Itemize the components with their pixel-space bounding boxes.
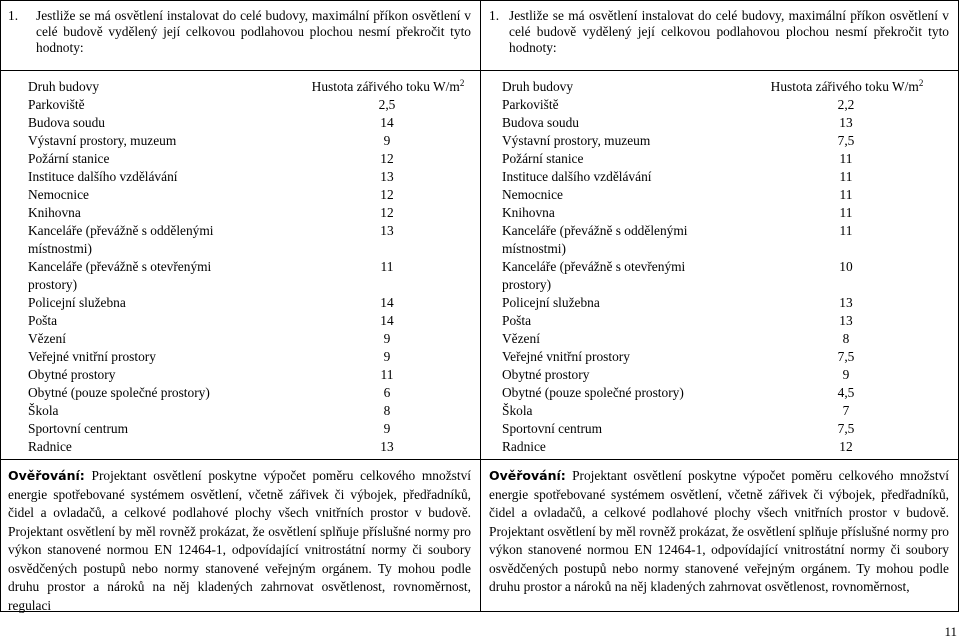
density-value-cell: 9 (383, 421, 391, 436)
left-verification-text: Projektant osvětlení poskytne výpočet poměru celkového množství energie spotřebované systémem osvětlení, včetně zářivek či výbojek, předřadníků, čidel a ovladačů, a celkové podlahové plochy všech vnitřních prostor v budově. Projektant osvětlení by měl rovněž prokázat, že osvětlení splňuje příslušné normy pro výkon stanovené normou EN 12464-1, odpovídající vnitrostátní normy či soubory osvědčených postupů nebo normy stanovené veřejným orgánem. Ty mohou podle druhu prostor a nároků na něj kladených zahrnovat osvětlenost, rovnoměrnost, regulaci (8, 468, 471, 613)
building-type-cell: Vězení (502, 331, 540, 346)
density-value-cell: 11 (839, 223, 853, 238)
right-verification-text: Projektant osvětlení poskytne výpočet poměru celkového množství energie spotřebované systémem osvětlení, včetně zářivek či výbojek, předřadníků, čidel a ovladačů, a celkové podlahové plochy všech vnitřních prostor v budově. Projektant osvětlení by měl rovněž prokázat, že osvětlení splňuje příslušné normy pro výkon stanovené normou EN 12464-1, odpovídající vnitrostátní normy či soubory osvědčených postupů nebo normy stanovené veřejným orgánem. Ty mohou podle druhu prostor a nároků na něj kladených zahrnovat osvětlenost, rovnoměrnost, (489, 468, 949, 594)
table-row (28, 312, 468, 330)
table-row (502, 312, 947, 330)
table-row (28, 168, 468, 186)
density-value-cell: 9 (842, 367, 850, 382)
density-value-cell: 13 (839, 115, 853, 130)
left-intro-number: 1. (8, 8, 19, 23)
building-type-cell: Škola (502, 403, 533, 418)
building-type-cell: Obytné prostory (502, 367, 590, 382)
table-row (28, 132, 468, 150)
left-header-density-sup: 2 (459, 78, 465, 88)
building-type-cell: Škola (28, 403, 59, 418)
density-value-cell: 11 (839, 205, 853, 220)
table-row (502, 114, 947, 132)
building-type-cell: Pošta (28, 313, 58, 328)
right-intro-number: 1. (489, 8, 500, 23)
building-type-cell: Pošta (502, 313, 532, 328)
building-type-cell: Veřejné vnitřní prostory (28, 349, 156, 364)
building-type-cell: Nemocnice (502, 187, 563, 202)
density-value-cell: 8 (383, 403, 391, 418)
density-value-cell: 12 (839, 439, 853, 454)
density-value-cell: 11 (380, 367, 394, 382)
table-row (28, 384, 468, 402)
density-value-cell: 9 (383, 331, 391, 346)
density-value-cell: 10 (839, 259, 853, 274)
table-row (502, 222, 947, 258)
left-verification-lead: Ověřování: (8, 468, 85, 483)
right-header-density (747, 78, 947, 96)
density-value-cell: 2,2 (837, 97, 855, 112)
building-type-cell: Nemocnice (28, 187, 89, 202)
table-row (502, 96, 947, 114)
building-type-cell: Obytné (pouze společné prostory) (502, 385, 684, 400)
density-value-cell: 4,5 (837, 385, 855, 400)
right-header-building-type: Druh budovy (502, 79, 574, 94)
density-value-cell: 12 (380, 205, 394, 220)
table-row (28, 96, 468, 114)
building-type-cell: Budova soudu (502, 115, 579, 130)
table-row (28, 294, 468, 312)
table-row (502, 150, 947, 168)
table-row (502, 294, 947, 312)
density-value-cell: 12 (380, 187, 394, 202)
building-type-cell: Radnice (502, 439, 546, 454)
header-row-divider (0, 70, 959, 71)
density-value-cell: 2,5 (378, 97, 396, 112)
building-type-cell: Obytné (pouze společné prostory) (28, 385, 210, 400)
table-row (28, 150, 468, 168)
left-power-density-table (28, 78, 468, 456)
density-value-cell: 14 (380, 115, 394, 130)
table-row (28, 420, 468, 438)
table-row (502, 402, 947, 420)
right-power-density-table (502, 78, 947, 456)
density-value-cell: 7,5 (837, 349, 855, 364)
building-type-cell: Policejní služebna (28, 295, 126, 310)
table-row (502, 258, 947, 294)
table-row (502, 168, 947, 186)
right-header-density-sup: 2 (918, 78, 924, 88)
right-verification-lead: Ověřování: (489, 468, 566, 483)
density-value-cell: 11 (380, 259, 394, 274)
density-value-cell: 12 (380, 151, 394, 166)
building-type-cell: Sportovní centrum (28, 421, 129, 436)
left-table-header (28, 78, 468, 96)
right-header-density-text: Hustota zářivého toku W/m (770, 79, 919, 94)
table-row (28, 438, 468, 456)
building-type-cell: Parkoviště (502, 97, 559, 112)
table-row (28, 114, 468, 132)
left-header-density (288, 78, 488, 96)
building-type-cell: Knihovna (502, 205, 555, 220)
building-type-cell: Výstavní prostory, muzeum (502, 133, 651, 148)
density-value-cell: 14 (380, 313, 394, 328)
table-row (502, 204, 947, 222)
building-type-cell: Radnice (28, 439, 72, 454)
table-row (502, 420, 947, 438)
left-verification-paragraph (8, 467, 471, 615)
density-value-cell: 11 (839, 151, 853, 166)
building-type-cell: Výstavní prostory, muzeum (28, 133, 177, 148)
table-row (502, 438, 947, 456)
density-value-cell: 9 (383, 133, 391, 148)
table-row (28, 330, 468, 348)
density-value-cell: 14 (380, 295, 394, 310)
building-type-cell: Instituce dalšího vzdělávání (502, 169, 652, 184)
table-row (502, 186, 947, 204)
building-type-cell: Kanceláře (převážně s otevřenými prostory) (28, 259, 212, 292)
table-row (502, 330, 947, 348)
density-value-cell: 13 (380, 169, 394, 184)
building-type-cell: Požární stanice (28, 151, 110, 166)
right-intro-paragraph (489, 8, 949, 56)
density-value-cell: 9 (383, 349, 391, 364)
building-type-cell: Sportovní centrum (502, 421, 603, 436)
right-verification-paragraph (489, 467, 949, 597)
building-type-cell: Kanceláře (převážně s otevřenými prostory) (502, 259, 686, 292)
density-value-cell: 13 (839, 313, 853, 328)
left-intro-text: Jestliže se má osvětlení instalovat do celé budovy, maximální příkon osvětlení v celé budově vydělený její celkovou podlahovou plochou nesmí překročit tyto hodnoty: (36, 8, 471, 55)
table-row-divider (0, 459, 959, 460)
table-row (502, 348, 947, 366)
table-row (28, 348, 468, 366)
table-row (502, 132, 947, 150)
building-type-cell: Knihovna (28, 205, 81, 220)
building-type-cell: Vězení (28, 331, 66, 346)
density-value-cell: 11 (839, 169, 853, 184)
table-row (28, 366, 468, 384)
table-row (28, 186, 468, 204)
density-value-cell: 13 (839, 295, 853, 310)
density-value-cell: 13 (380, 223, 394, 238)
building-type-cell: Budova soudu (28, 115, 105, 130)
table-row (28, 222, 468, 258)
building-type-cell: Kanceláře (převážně s oddělenými místnostmi) (502, 223, 688, 256)
table-row (502, 366, 947, 384)
building-type-cell: Policejní služebna (502, 295, 600, 310)
building-type-cell: Kanceláře (převážně s oddělenými místnostmi) (28, 223, 214, 256)
building-type-cell: Veřejné vnitřní prostory (502, 349, 630, 364)
density-value-cell: 6 (383, 385, 391, 400)
building-type-cell: Obytné prostory (28, 367, 116, 382)
left-header-density-text: Hustota zářivého toku W/m (311, 79, 460, 94)
building-type-cell: Instituce dalšího vzdělávání (28, 169, 178, 184)
density-value-cell: 8 (842, 331, 850, 346)
building-type-cell: Parkoviště (28, 97, 85, 112)
table-row (28, 204, 468, 222)
density-value-cell: 7,5 (837, 421, 855, 436)
density-value-cell: 7,5 (837, 133, 855, 148)
table-row (28, 258, 468, 294)
table-row (502, 384, 947, 402)
page-number: 11 (944, 624, 957, 639)
right-intro-text: Jestliže se má osvětlení instalovat do celé budovy, maximální příkon osvětlení v celé budově vydělený její celkovou podlahovou plochou nesmí překročit tyto hodnoty: (509, 8, 949, 55)
density-value-cell: 11 (839, 187, 853, 202)
building-type-cell: Požární stanice (502, 151, 584, 166)
left-intro-paragraph (8, 8, 471, 56)
table-row (28, 402, 468, 420)
right-table-header (502, 78, 947, 96)
density-value-cell: 13 (380, 439, 394, 454)
left-header-building-type: Druh budovy (28, 79, 100, 94)
density-value-cell: 7 (842, 403, 850, 418)
